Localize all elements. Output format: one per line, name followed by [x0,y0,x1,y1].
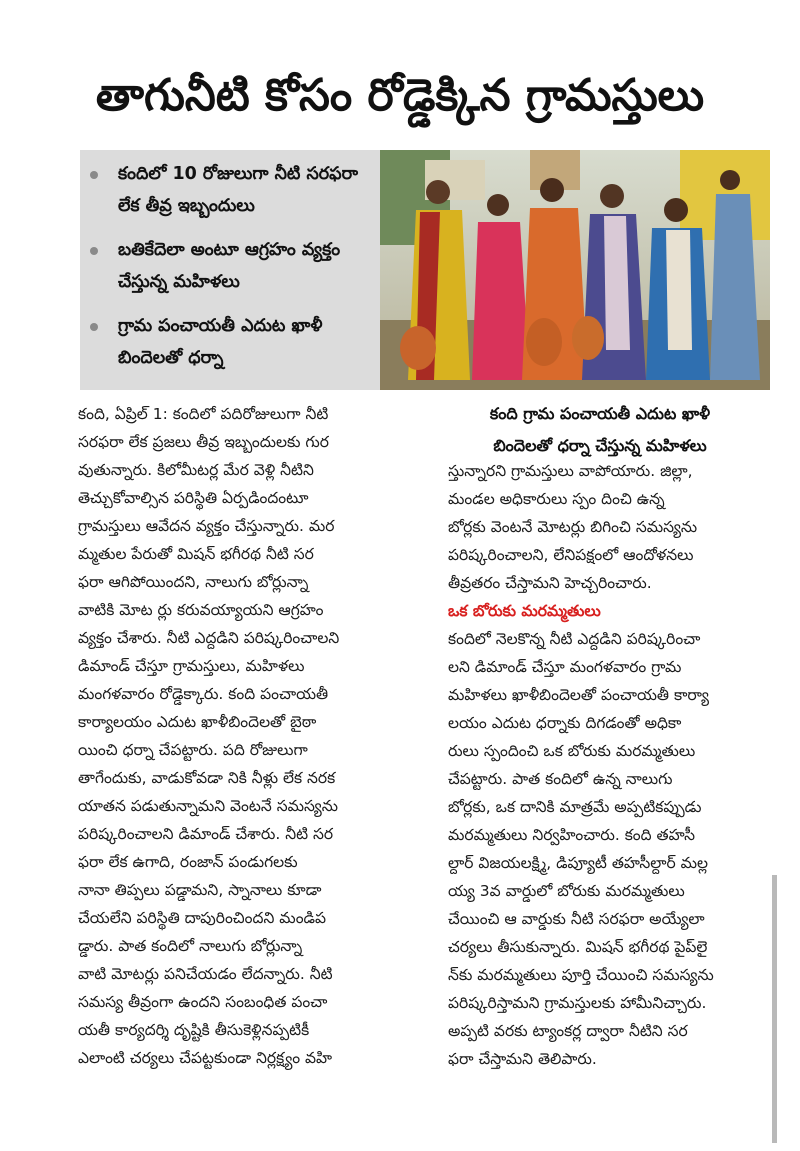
page-edge-divider [772,875,777,1143]
text-line: కంది, ఏప్రిల్ 1: కందిలో పదిరోజులుగా నీటి [78,405,329,423]
text-line: అప్పటి వరకు ట్యాంకర్ల ద్వారా నీటిని సర [448,1022,688,1040]
text-line: తెచ్చుకోవాల్సిన పరిస్థితి ఏర్పడిందంటూ [78,489,309,507]
text-line: ఫరా లేక ఉగాది, రంజాన్ పండుగలకు [78,853,298,871]
text-line: చేయించి ఆ వార్డుకు నీటి సరఫరా అయ్యేలా [448,910,705,928]
bullet-icon [90,323,98,331]
text-line: గ్రామస్తులు ఆవేదన వ్యక్తం చేస్తున్నారు. మర [78,517,335,535]
section-subheading: ఒక బోరుకు మరమ్మతులు [448,602,601,620]
text-line: డ్డారు. పాత కందిలో నాలుగు బోర్లున్నా [78,937,303,955]
text-line: పరిష్కరించాలని డిమాండ్ చేశారు. నీటి సర [78,825,334,843]
text-line: నానా తిప్పలు పడ్డామని, స్నానాలు కూడా [78,881,322,899]
text-line: న్‌కు మరమ్మతులు పూర్తి చేయించి సమస్యను [448,966,714,984]
text-line: యాతన పడుతున్నామని వెంటనే సమస్యను [78,797,339,815]
text-line: మంగళవారం రోడ్డెక్కారు. కంది పంచాయతీ [78,685,329,703]
text-line: కందిలో నెలకొన్న నీటి ఎద్దడిని పరిష్కరించా [448,630,701,648]
text-line: లయం ఎదుట ధర్నాకు దిగడంతో అధికా [448,714,682,732]
highlights-box [80,150,380,390]
text-line: బోర్లకు వెంటనే మోటర్లు బిగించి సమస్యను [448,518,698,536]
text-line: వాటికి మోట ర్లు కరువయ్యాయని ఆగ్రహం [78,601,324,619]
highlight-text: గ్రామ పంచాయతీ ఎదుట ఖాళీ బిందెలతో ధర్నా [118,316,323,368]
text-line: చేపట్టారు. పాత కందిలో ఉన్న నాలుగు [448,770,673,788]
highlight-text: కందిలో 10 రోజులుగా నీటి సరఫరా లేక తీవ్ర ఇబ్బందులు [118,164,358,216]
highlight-item [90,310,374,374]
text-line: యించి ధర్నా చేపట్టారు. పది రోజులుగా [78,741,308,759]
text-line: తాగేందుకు, వాడుకోవడా నికి నీళ్లు లేక నరక [78,769,336,787]
text-line: ల్దార్ విజయలక్ష్మి, డిప్యూటీ తహసీల్దార్ మల్ల [448,854,709,872]
bullet-icon [90,171,98,179]
text-line: చేయలేని పరిస్థితి దాపురించిందని మండిప [78,909,327,927]
text-line: వుతున్నారు. కిలోమీటర్ల మేర వెళ్లి నీటిని [78,461,314,479]
text-line: ఎలాంటి చర్యలు చేపట్టకుండా నిర్లక్ష్యం వహి [78,1049,333,1067]
news-photo [380,150,770,390]
highlight-text: బతికేదెలా అంటూ ఆగ్రహం వ్యక్తం చేస్తున్న మహిళలు [118,240,341,292]
text-line: బోర్లకు, ఒక దానికి మాత్రమే అప్పటికప్పుడు [448,798,702,816]
caption-line: బిందెలతో ధర్నా చేస్తున్న మహిళలు [493,436,707,455]
text-line: మహిళలు ఖాళీబిందెలతో పంచాయతీ కార్యా [448,686,709,704]
text-line: లని డిమాండ్ చేస్తూ మంగళవారం గ్రామ [448,658,682,676]
text-line: వాటి మోటర్లు పనిచేయడం లేదన్నారు. నీటి [78,965,333,983]
article-column-1 [78,400,428,1072]
text-line: వ్యక్తం చేశారు. నీటి ఎద్దడిని పరిష్కరించాలని [78,629,340,647]
article-column-2 [448,457,783,1073]
text-line: ఫరా ఆగిపోయిందని, నాలుగు బోర్లున్నా [78,573,309,591]
text-line: తీవ్రతరం చేస్తామని హెచ్చరించారు. [448,574,652,592]
text-line: డిమాండ్ చేస్తూ గ్రామస్తులు, మహిళలు [78,657,305,675]
highlight-item [90,234,374,298]
text-line: పరిష్కరించాలని, లేనిపక్షంలో ఆందోళనలు [448,546,694,564]
text-line: చర్యలు తీసుకున్నారు. మిషన్ భగీరథ పైప్‌లై [448,938,708,956]
text-line: సమస్య తీవ్రంగా ఉందని సంబంధిత పంచా [78,993,328,1011]
text-line: మండల అధికారులు స్పం దించి ఉన్న [448,490,665,508]
caption-line: కంది గ్రామ పంచాయతీ ఎదుట ఖాళీ [489,404,711,423]
text-line: యతీ కార్యదర్శి దృష్టికి తీసుకెళ్లినప్పటికీ [78,1021,310,1039]
text-line: స్తున్నారని గ్రామస్తులు వాపోయారు. జిల్లా, [448,462,693,480]
highlight-item [90,158,374,222]
text-line: రులు స్పందించి ఒక బోరుకు మరమ్మతులు [448,742,696,760]
text-line: మ్మతుల పేరుతో మిషన్ భగీరథ నీటి సర [78,545,314,563]
text-line: ఫరా చేస్తామని తెలిపారు. [448,1050,597,1068]
text-line: సరఫరా లేక ప్రజలు తీవ్ర ఇబ్బందులకు గుర [78,433,329,451]
photo-caption [450,398,750,462]
text-line: య్య 3వ వార్డులో బోరుకు మరమ్మతులు [448,882,685,900]
text-line: పరిష్కరిస్తామని గ్రామస్తులకు హామీనిచ్చారు. [448,994,707,1012]
headline: తాగునీటి కోసం రోడ్డెక్కిన గ్రామస్తులు [95,70,705,121]
text-line: కార్యాలయం ఎదుట ఖాళీబిందెలతో బైఠా [78,713,317,731]
bullet-icon [90,247,98,255]
photo-illustration [380,150,770,390]
text-line: మరమ్మతులు నిర్వహించారు. కంది తహసీ [448,826,696,844]
